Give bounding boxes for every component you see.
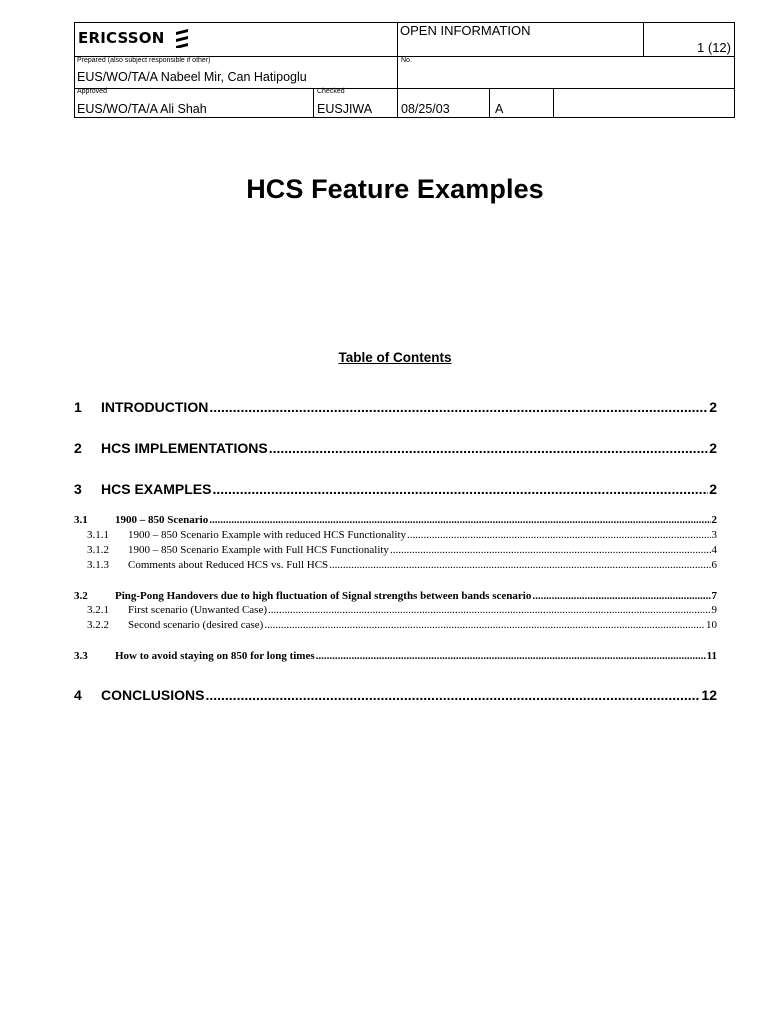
toc-leader-dots <box>390 544 711 556</box>
toc-entry[interactable] <box>74 529 717 541</box>
prepared-value: EUS/WO/TA/A Nabeel Mir, Can Hatipoglu <box>77 70 307 84</box>
toc-entry-number: 4 <box>74 687 82 703</box>
classification-label: OPEN INFORMATION <box>400 23 531 38</box>
toc-entry-number: 3.2 <box>74 590 88 602</box>
toc-entry-title: HCS IMPLEMENTATIONS <box>101 440 268 456</box>
toc-entry-page: 9 <box>711 604 717 616</box>
toc-entry[interactable] <box>74 399 717 415</box>
toc-entry-page: 2 <box>709 399 717 415</box>
toc-entry-page: 2 <box>711 514 717 526</box>
approved-label: Approved <box>77 88 107 95</box>
toc-entry-title: Ping-Pong Handovers due to high fluctuation of Signal strengths between bands scenario <box>115 590 532 602</box>
toc-entry[interactable] <box>74 559 717 571</box>
toc-entry-title: 1900 – 850 Scenario Example with reduced HCS Functionality <box>128 529 407 541</box>
toc-leader-dots <box>212 481 708 497</box>
toc-entry-number: 3.1.3 <box>87 559 109 571</box>
toc-entry-number: 3.1.1 <box>87 529 109 541</box>
toc-entry-title: 1900 – 850 Scenario <box>115 514 209 526</box>
toc-entry[interactable] <box>74 604 717 616</box>
toc-entry-title: First scenario (Unwanted Case) <box>128 604 267 616</box>
toc-entry-title: Comments about Reduced HCS vs. Full HCS <box>128 559 329 571</box>
page-number: 1 (12) <box>697 40 731 55</box>
prepared-label: Prepared (also subject responsible if other) <box>77 57 211 64</box>
toc-entry-title: Second scenario (desired case) <box>128 619 264 631</box>
toc-entry-page: 10 <box>706 619 717 631</box>
toc-entry[interactable] <box>74 650 717 662</box>
toc-entry-page: 2 <box>709 440 717 456</box>
toc-entry-page: 4 <box>711 544 717 556</box>
document-number-label: No. <box>401 57 412 64</box>
toc-entry-number: 3.3 <box>74 650 88 662</box>
toc-entry-title: HCS EXAMPLES <box>101 481 212 497</box>
toc-leader-dots <box>269 440 709 456</box>
toc-entry-page: 7 <box>711 590 717 602</box>
toc-leader-dots <box>316 650 706 662</box>
toc-entry[interactable] <box>74 514 717 526</box>
toc-entry-page: 2 <box>709 481 717 497</box>
document-header-table <box>74 22 735 118</box>
toc-leader-dots <box>209 399 708 415</box>
toc-entry[interactable] <box>74 440 717 456</box>
toc-leader-dots <box>532 590 710 602</box>
toc-entry-number: 3.2.2 <box>87 619 109 631</box>
toc-entry[interactable] <box>74 544 717 556</box>
toc-heading: Table of Contents <box>338 350 452 365</box>
checked-value: EUSJIWA <box>317 102 373 116</box>
toc-entry[interactable] <box>74 619 717 631</box>
toc-entry-page: 11 <box>706 650 717 662</box>
toc-entry-number: 1 <box>74 399 82 415</box>
toc-entry[interactable] <box>74 687 717 703</box>
ericsson-logo-icon <box>173 28 191 48</box>
toc-entry-page: 6 <box>711 559 717 571</box>
toc-entry-page: 3 <box>711 529 717 541</box>
date-value: 08/25/03 <box>401 102 450 116</box>
toc-entry-number: 2 <box>74 440 82 456</box>
ericsson-logo <box>78 28 191 48</box>
toc-entry-number: 3.1 <box>74 514 88 526</box>
toc-entry-title: INTRODUCTION <box>101 399 209 415</box>
checked-label: Checked <box>317 88 345 95</box>
toc-entry-title: CONCLUSIONS <box>101 687 205 703</box>
toc-entry-number: 3 <box>74 481 82 497</box>
toc-leader-dots <box>205 687 700 703</box>
company-name: ERICSSON <box>78 29 165 47</box>
toc-leader-dots <box>209 514 710 526</box>
toc-entry-title: How to avoid staying on 850 for long times <box>115 650 315 662</box>
document-title: HCS Feature Examples <box>246 174 544 204</box>
toc-leader-dots <box>264 619 705 631</box>
toc-leader-dots <box>268 604 711 616</box>
toc-entry[interactable] <box>74 481 717 497</box>
toc-entry-number: 3.1.2 <box>87 544 109 556</box>
toc-entry-title: 1900 – 850 Scenario Example with Full HCS Functionality <box>128 544 389 556</box>
toc-entry-page: 12 <box>701 687 717 703</box>
toc-entry[interactable] <box>74 590 717 602</box>
toc-leader-dots <box>407 529 710 541</box>
toc-leader-dots <box>329 559 710 571</box>
approved-value: EUS/WO/TA/A Ali Shah <box>77 102 207 116</box>
toc-entry-number: 3.2.1 <box>87 604 109 616</box>
revision-value: A <box>495 102 504 116</box>
